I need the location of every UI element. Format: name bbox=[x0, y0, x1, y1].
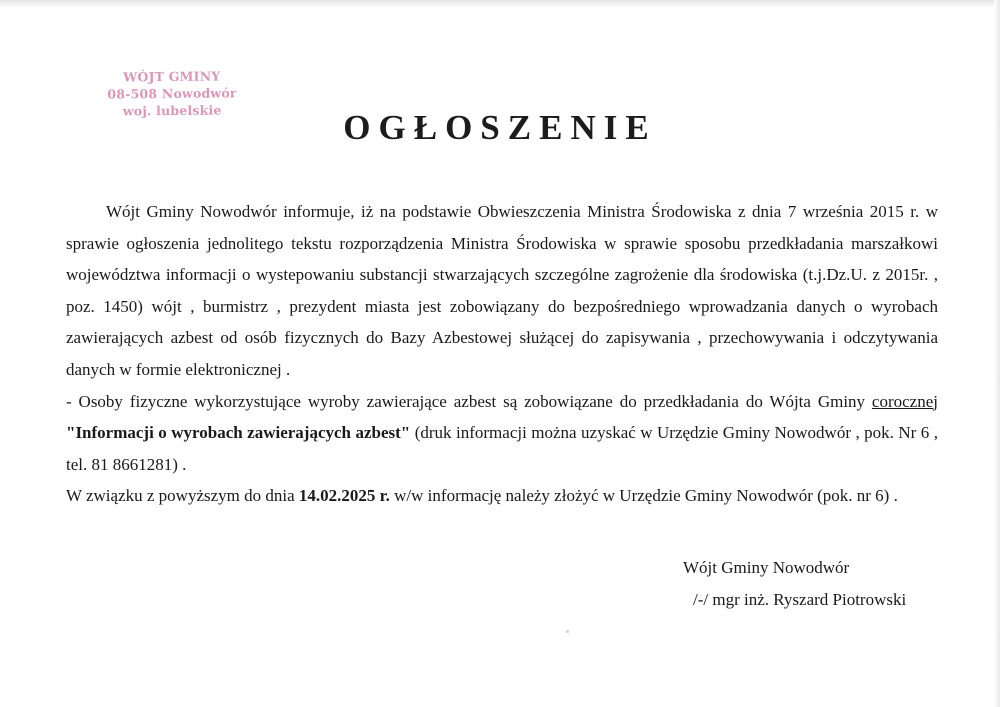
stamp-line-3: woj. lubelskie bbox=[122, 102, 222, 119]
paragraph-2 bbox=[66, 386, 938, 481]
stamp-line-2: 08-508 Nowodwór bbox=[107, 85, 237, 102]
form-name: "Informacji o wyrobach zawierających azbest" bbox=[66, 423, 411, 443]
document-title: OGŁOSZENIE bbox=[343, 108, 657, 147]
paragraph-1: Wójt Gminy Nowodwór informuje, iż na podstawie Obwieszczenia Ministra Środowiska z dnia 7 września 2015 r. w sprawie ogłoszenia jednolitego tekstu rozporządzenia Ministra Środowiska w sprawie sposobu przedkładania marszałkowi województwa informacji o wystepowaniu substancji stwarzających szczególne zagrożenie dla środowiska (t.j.Dz.U. z 2015r. , poz. 1450) wójt , burmistrz , prezydent miasta jest zobowiązany do bezpośredniego wprowadzania danych o wyrobach zawierających azbest od osób fizycznych do Bazy Azbestowej służącej do zapisywania , przechowywania i odczytywania danych w formie elektronicznej . bbox=[66, 202, 938, 379]
paragraph-3-text-end: w/w informację należy złożyć w Urzędzie Gminy Nowodwór (pok. nr 6) . bbox=[389, 486, 898, 506]
signature-name: /-/ mgr inż. Ryszard Piotrowski bbox=[693, 590, 907, 609]
scan-edge-top bbox=[0, 0, 1000, 8]
paragraph-3 bbox=[66, 480, 938, 512]
paragraph-2-text-start: - Osoby fizyczne wykorzystujące wyroby zawierające azbest są zobowiązane do przedkładania do Wójta Gminy bbox=[66, 391, 872, 411]
announcement-body bbox=[66, 196, 938, 512]
scan-speck bbox=[566, 630, 569, 633]
paragraph-2-text-end: (druk informacji można uzyskać w Urzędzie Gminy Nowodwór , pok. Nr 6 , tel. 81 8661281) . bbox=[66, 423, 939, 474]
scan-edge-right bbox=[994, 0, 1000, 707]
paragraph-3-text-start: W związku z powyższym do dnia bbox=[66, 486, 299, 506]
signature-title: Wójt Gminy Nowodwór bbox=[683, 558, 850, 577]
deadline-date: 14.02.2025 r. bbox=[298, 486, 390, 506]
annual-emphasis: corocznej bbox=[871, 391, 938, 411]
stamp-line-1: WÓJT GMINY bbox=[123, 68, 221, 85]
signature-block bbox=[683, 552, 906, 616]
